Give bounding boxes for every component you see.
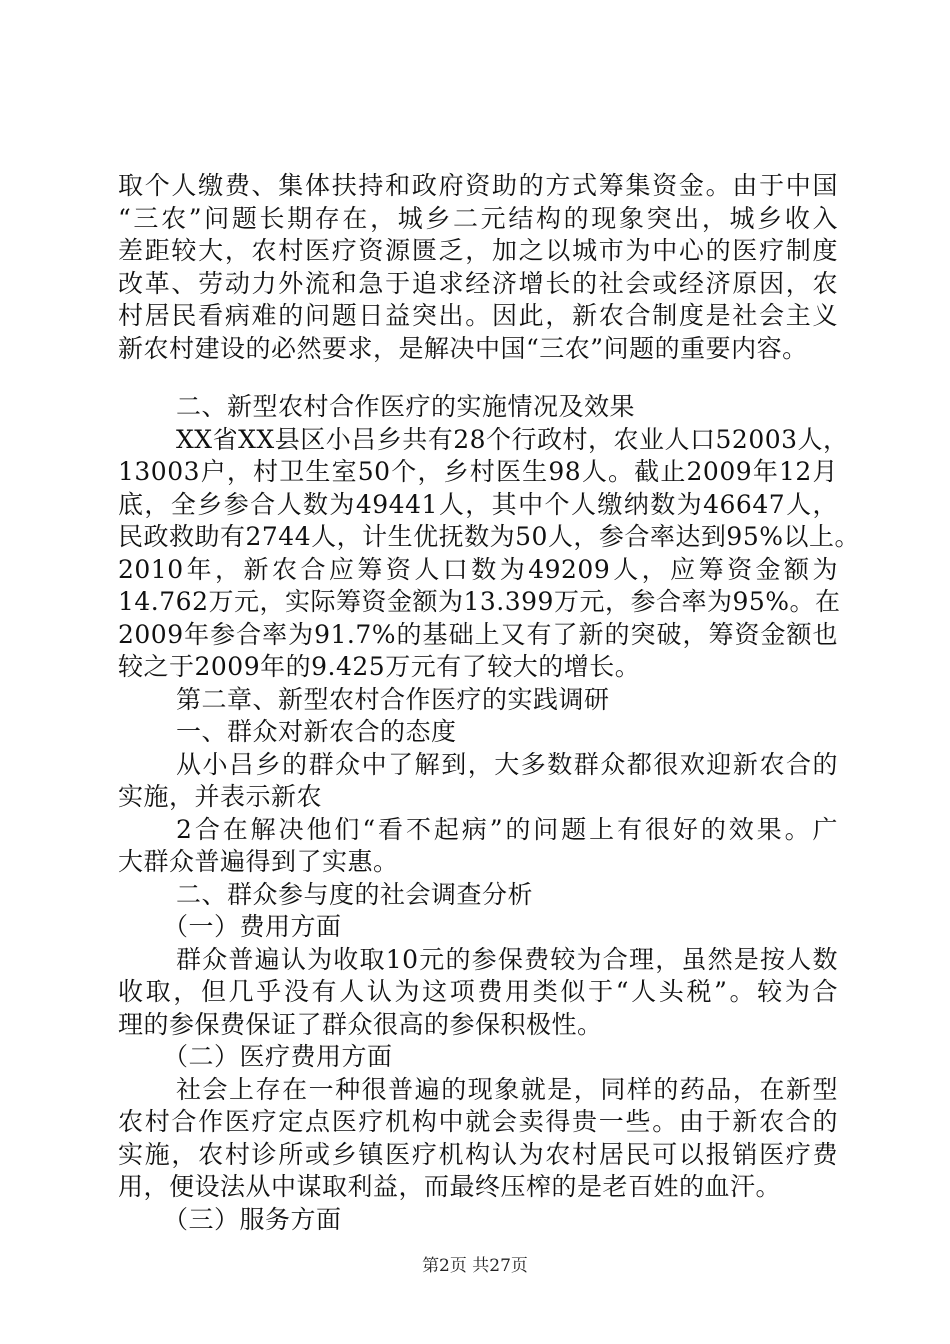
paragraph-line: 实施，并表示新农 bbox=[118, 782, 323, 811]
paragraph-line: “三农”问题长期存在，城乡二元结构的现象突出，城乡收入 bbox=[118, 203, 838, 233]
paragraph-line: 较之于2009年的9.425万元有了较大的增长。 bbox=[118, 652, 641, 681]
paragraph-line: 13003户，村卫生室50个，乡村医生98人。截止2009年12月 bbox=[118, 457, 838, 486]
paragraph-line: 农村合作医疗定点医疗机构中就会卖得贵一些。由于新农合的 bbox=[118, 1107, 838, 1136]
paragraph-line: 群众普遍认为收取10元的参保费较为合理，虽然是按人数 bbox=[176, 944, 838, 974]
paragraph-line: 民政救助有2744人，计生优抚数为50人，参合率达到95%以上。 bbox=[118, 522, 861, 551]
paragraph-line: 取个人缴费、集体扶持和政府资助的方式筹集资金。由于中国 bbox=[118, 171, 838, 200]
paragraph-line: 收取，但几乎没有人认为这项费用类似于“人头税”。较为合 bbox=[118, 977, 838, 1006]
paragraph-line: 用，便设法从中谋取利益，而最终压榨的是老百姓的血汗。 bbox=[118, 1172, 782, 1201]
page-number-footer: 第2页 共27页 bbox=[422, 1256, 528, 1276]
paragraph-line: 2009年参合率为91.7%的基础上又有了新的突破，筹资金额也 bbox=[118, 619, 838, 649]
paragraph-line: 底，全乡参合人数为49441人，其中个人缴纳数为46647人， bbox=[118, 489, 838, 519]
paragraph-line: 2合在解决他们“看不起病”的问题上有很好的效果。广 bbox=[176, 814, 838, 844]
chapter-heading: 第二章、新型农村合作医疗的实践调研 bbox=[176, 684, 610, 714]
section-heading: 二、新型农村合作医疗的实施情况及效果 bbox=[176, 392, 636, 421]
paragraph-line: 村居民看病难的问题日益突出。因此，新农合制度是社会主义 bbox=[118, 301, 838, 330]
paragraph-line: 2010年，新农合应筹资人口数为49209人，应筹资金额为 bbox=[118, 554, 838, 584]
paragraph-line: 社会上存在一种很普遍的现象就是，同样的药品，在新型 bbox=[176, 1074, 838, 1104]
subsection-heading: （三）服务方面 bbox=[163, 1204, 342, 1234]
paragraph-line: 实施，农村诊所或乡镇医疗机构认为农村居民可以报销医疗费 bbox=[118, 1139, 838, 1169]
paragraph-line: 理的参保费保证了群众很高的参保积极性。 bbox=[118, 1009, 603, 1039]
subsection-heading: （二）医疗费用方面 bbox=[163, 1042, 393, 1071]
paragraph-line: 差距较大，农村医疗资源匮乏，加之以城市为中心的医疗制度 bbox=[118, 236, 838, 265]
paragraph-line: XX省XX县区小吕乡共有28个行政村，农业人口52003人， bbox=[176, 424, 849, 454]
paragraph-line: 从小吕乡的群众中了解到，大多数群众都很欢迎新农合的 bbox=[176, 749, 838, 779]
document-body bbox=[118, 170, 861, 1236]
paragraph-line: 大群众普遍得到了实惠。 bbox=[118, 847, 399, 876]
subsection-heading: （一）费用方面 bbox=[163, 912, 342, 941]
paragraph-line: 新农村建设的必然要求，是解决中国“三农”问题的重要内容。 bbox=[118, 333, 808, 363]
paragraph-line: 14.762万元，实际筹资金额为13.399万元，参合率为95%。在 bbox=[118, 587, 841, 616]
paragraph-gap bbox=[118, 365, 838, 391]
section-heading: 一、群众对新农合的态度 bbox=[176, 717, 457, 746]
section-heading: 二、群众参与度的社会调查分析 bbox=[176, 879, 534, 909]
paragraph-line: 改革、劳动力外流和急于追求经济增长的社会或经济原因，农 bbox=[118, 268, 838, 298]
